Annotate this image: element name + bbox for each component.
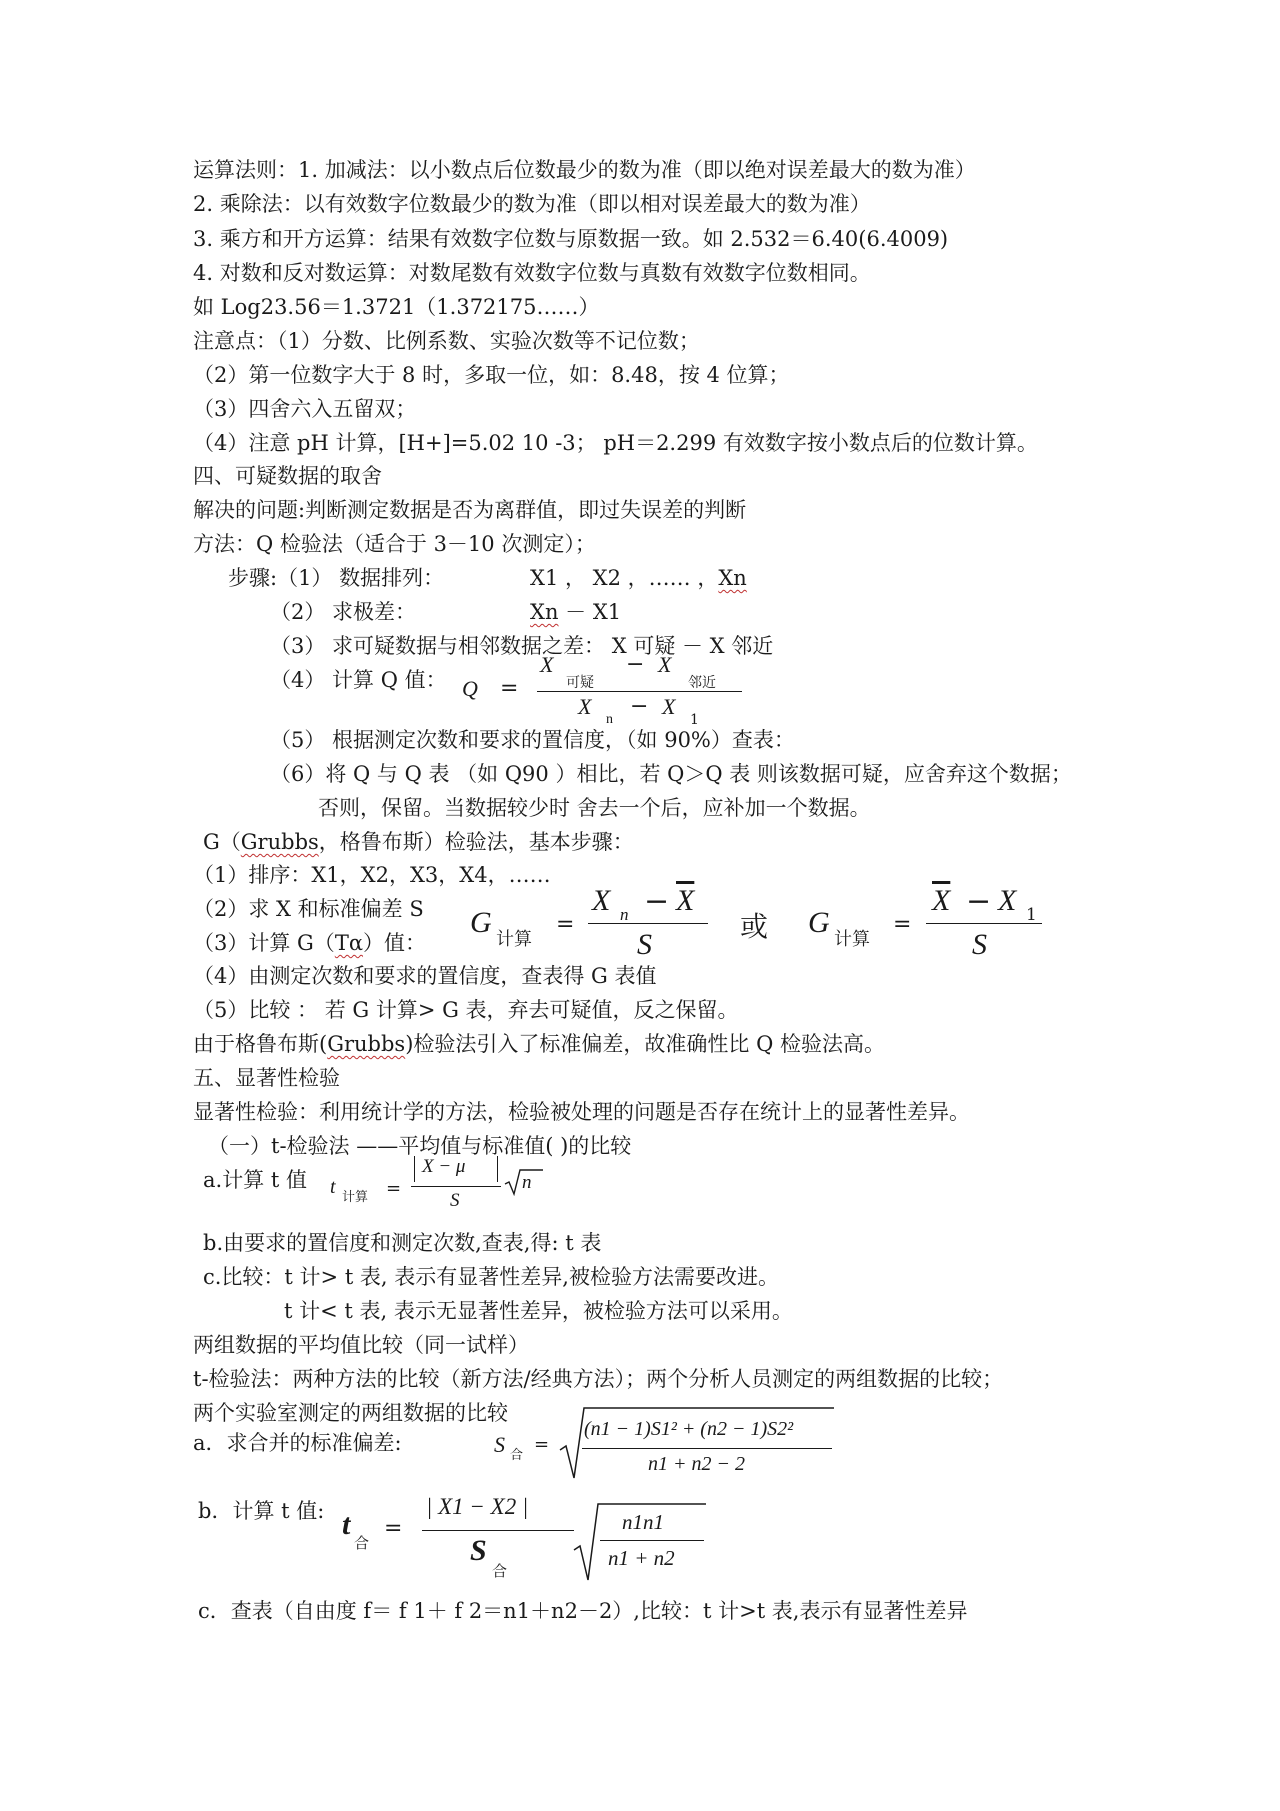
g-num1-minus: −: [644, 884, 670, 919]
s-equals: =: [534, 1434, 550, 1455]
step-2-data: Xn － X1: [530, 600, 622, 624]
g-or: 或: [740, 910, 769, 943]
grubbs-step-2: （2）求 X 和标准偏差 S: [193, 897, 424, 921]
significance-definition: 显著性检验：利用统计学的方法，检验被处理的问题是否存在统计上的显著性差异。: [193, 1100, 970, 1124]
q-num-a-sub: 可疑: [566, 675, 594, 691]
s-lhs-sub: 合: [510, 1448, 524, 1463]
t2-root-bar: [600, 1540, 704, 1541]
g-num1-b: $\overline{X}$: [676, 884, 695, 917]
t-value-label: b．计算 t 值:: [198, 1499, 325, 1523]
g-equals: =: [556, 912, 575, 937]
q-den-a: X: [578, 694, 592, 719]
step-6-cont: 否则，保留。当数据较少时 舍去一个后，应补加一个数据。: [318, 796, 871, 820]
q-equals: =: [500, 676, 519, 701]
g-fraction-bar-2: [926, 923, 1042, 924]
g-num1-a: X: [592, 884, 611, 917]
grubbs-heading: G（Grubbs，格鲁布斯）检验法，基本步骤：: [203, 830, 634, 854]
g-den-2: S: [972, 928, 987, 961]
step-3: （3） 求可疑数据与相邻数据之差： X 可疑 － X 邻近: [270, 634, 774, 658]
t1-equals: =: [386, 1178, 402, 1199]
section-5-heading: 五、显著性检验: [193, 1066, 340, 1090]
g2-lhs: G: [808, 906, 830, 939]
s-fraction-bar: [582, 1448, 832, 1449]
t2-den: S: [470, 1534, 487, 1567]
t2-den-sub: 合: [492, 1562, 508, 1580]
t1-den: S: [450, 1190, 460, 1211]
g2-lhs-sub: 计算: [834, 929, 870, 950]
step-1-xn: Xn: [718, 566, 747, 590]
two-group-heading: 两组数据的平均值比较（同一试样）: [193, 1333, 529, 1357]
grubbs-step-5: （5）比较 ： 若 G 计算> G 表，弃去可疑值，反之保留。: [193, 998, 739, 1022]
rule-add-sub: 运算法则：1. 加减法：以小数点后位数最少的数为准（即以绝对误差最大的数为准）: [193, 158, 976, 182]
t2-root-den: n1 + n2: [608, 1546, 675, 1570]
t-test-step-c-cont: t 计< t 表, 表示无显著性差异，被检验方法可以采用。: [284, 1299, 793, 1323]
q-num-b: X: [658, 652, 672, 677]
two-group-lab: 两个实验室测定的两组数据的比较: [193, 1401, 508, 1425]
q-test-method: 方法：Q 检验法（适合于 3－10 次测定）；: [193, 532, 596, 556]
problem-statement: 解决的问题:判断测定数据是否为离群值，即过失误差的判断: [193, 498, 747, 522]
t1-root: n: [522, 1172, 532, 1193]
q-num-a: X: [540, 652, 554, 677]
g2-equals: =: [893, 912, 912, 937]
t2-fraction-bar: [422, 1530, 574, 1531]
g-den-1: S: [637, 928, 652, 961]
two-group-t-test: t-检验法：两种方法的比较（新方法/经典方法）；两个分析人员测定的两组数据的比较；: [193, 1367, 1004, 1391]
g-num2-b-sub: 1: [1026, 905, 1037, 925]
note-2: （2）第一位数字大于 8 时，多取一位，如：8.48，按 4 位算；: [193, 363, 790, 387]
note-3: （3）四舍六入五留双；: [193, 397, 417, 421]
t-test-step-b: b.由要求的置信度和测定次数,查表,得: t 表: [203, 1231, 602, 1255]
t1-fraction-bar: [411, 1186, 501, 1187]
t-test-step-a: a.计算 t 值: [203, 1168, 307, 1192]
t2-equals: =: [384, 1516, 403, 1541]
q-num-minus: −: [626, 652, 645, 677]
step-4: （4） 计算 Q 值：: [270, 668, 447, 692]
g-num2-a: $\overline{X}$: [932, 884, 951, 917]
note-1: 注意点：（1）分数、比例系数、实验次数等不记位数；: [193, 329, 700, 353]
rule-mul-div: 2. 乘除法：以有效数字位数最少的数为准（即以相对误差最大的数为准）: [193, 192, 871, 216]
g-num2-minus: −: [966, 884, 992, 919]
s-num: (n1 − 1)S1² + (n2 − 1)S2²: [584, 1418, 794, 1440]
s-lhs: S: [494, 1432, 505, 1457]
q-den-a-sub: n: [606, 712, 613, 727]
t-test-step-c: c.比较：t 计> t 表, 表示有显著性差异,被检验方法需要改进。: [203, 1265, 779, 1289]
t2-num: | X1 − X2 |: [426, 1494, 529, 1519]
q-den-minus: −: [630, 694, 649, 719]
g-lhs-sub: 计算: [496, 929, 532, 950]
t2-root-num: n1n1: [622, 1510, 664, 1534]
grubbs-step-4: （4）由测定次数和要求的置信度，查表得 G 表值: [193, 964, 657, 988]
step-6: （6）将 Q 与 Q 表 （如 Q90 ）相比，若 Q＞Q 表 则该数据可疑，应舍弃这个数据；: [270, 762, 1072, 786]
grubbs-conclusion: 由于格鲁布斯(Grubbs)检验法引入了标准偏差，故准确性比 Q 检验法高。: [193, 1032, 885, 1056]
grubbs-step-3: （3）计算 G（Tα）值：: [193, 931, 427, 955]
grubbs-step-1: （1）排序：X1，X2，X3，X4，……: [193, 863, 551, 887]
t1-lhs: t: [330, 1176, 336, 1198]
note-4: （4）注意 pH 计算，[H+]=5.02 10 -3； pH＝2.299 有效数字按小数点后的位数计算。: [193, 431, 1038, 455]
step-1-data: X1 ， X2 ，…… ，Xn: [530, 566, 747, 590]
step-1-label: 步骤:（1） 数据排列：: [228, 566, 445, 590]
rule-log-example: 如 Log23.56＝1.3721（1.372175……）: [193, 295, 600, 319]
t-test-heading: （一）t-检验法 ——平均值与标准值( )的比较: [208, 1134, 632, 1158]
t2-lhs: t: [342, 1508, 351, 1541]
t2-lhs-sub: 合: [354, 1534, 370, 1552]
s-den: n1 + n2 − 2: [648, 1453, 745, 1475]
pooled-sd-label: a．求合并的标准偏差:: [193, 1431, 402, 1455]
t1-lhs-sub: 计算: [342, 1190, 369, 1205]
g-num1-a-sub: n: [620, 905, 629, 924]
q-num-b-sub: 邻近: [688, 675, 716, 691]
q-den-b-sub: 1: [690, 712, 699, 728]
step-5: （5） 根据测定次数和要求的置信度，（如 90%）查表：: [270, 728, 795, 752]
section-4-heading: 四、可疑数据的取舍: [193, 464, 382, 488]
q-den-b: X: [662, 694, 676, 719]
g-lhs: G: [470, 906, 492, 939]
g-num2-b: X: [998, 884, 1017, 917]
step-2-xn: Xn: [530, 600, 559, 624]
t-test-step-c2: c．查表（自由度 f＝ f 1＋ f 2＝n1＋n2－2）,比较：t 计>t 表,表示有显著性差异: [198, 1599, 968, 1623]
q-fraction-bar: [537, 691, 742, 692]
t1-num: X − μ: [422, 1156, 466, 1177]
step-2-label: （2） 求极差：: [270, 600, 417, 624]
rule-power-root: 3. 乘方和开方运算：结果有效数字位数与原数据一致。如 2.532＝6.40(6.4009): [193, 227, 949, 251]
g-fraction-bar-1: [588, 923, 708, 924]
q-lhs: Q: [462, 676, 478, 701]
rule-log: 4. 对数和反对数运算：对数尾数有效数字位数与真数有效数字位数相同。: [193, 261, 871, 285]
